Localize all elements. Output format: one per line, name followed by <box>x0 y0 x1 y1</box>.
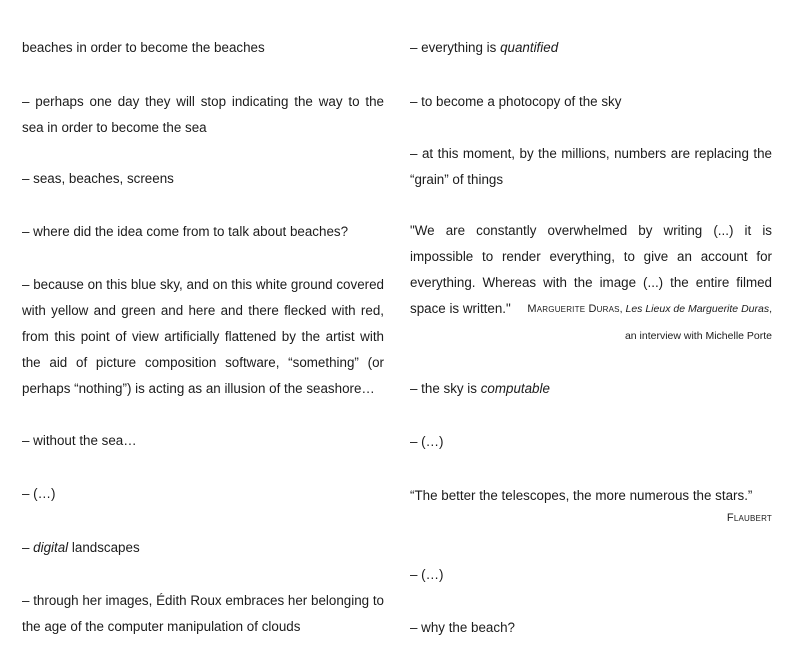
right-paragraph-5: – (…) <box>410 434 444 449</box>
duras-attribution-note: an interview with Michelle Porte <box>624 330 772 342</box>
left-paragraph-8 <box>22 535 384 561</box>
right-paragraph-1 <box>410 35 772 61</box>
right-paragraph-1-prefix: – everything is <box>410 40 501 55</box>
left-paragraph-8-suffix: landscapes <box>68 540 140 555</box>
left-paragraph-8-prefix: – <box>22 540 34 555</box>
left-paragraph-1: beaches in order to become the beaches <box>22 40 265 55</box>
right-paragraph-4 <box>410 376 772 402</box>
left-paragraph-5: – because on this blue sky, and on this white ground covered with yellow and green and here and there flecked with red, from this point of view artificially flattened by the artist with the aid of picture composition software, “something” (or perhaps “nothing”) is acting as an illusion of the seashore… <box>22 277 384 396</box>
right-paragraph-1-italic: quantified <box>500 40 559 55</box>
left-paragraph-6: – without the sea… <box>22 433 137 448</box>
left-paragraph-8-italic: digital <box>33 540 69 555</box>
right-paragraph-7: – why the beach? <box>410 620 515 635</box>
left-paragraph-7: – (…) <box>22 486 56 501</box>
right-paragraph-2: – to become a photocopy of the sky <box>410 94 622 109</box>
right-paragraph-4-prefix: – the sky is <box>410 381 481 396</box>
right-paragraph-3: – at this moment, by the millions, numbers are replacing the “grain” of things <box>410 146 772 187</box>
left-paragraph-4: – where did the idea come from to talk about beaches? <box>22 224 349 239</box>
duras-quote: "We are constantly overwhelmed by writing (...) it is impossible to render everything, to give an account for everything. Whereas with the image (...) the entire filmed space is written." <box>410 223 772 316</box>
duras-work-title: Les Lieux de Marguerite Duras <box>625 303 770 315</box>
left-paragraph-9: – through her images, Édith Roux embraces her belonging to the age of the computer manipulation of clouds <box>22 593 384 634</box>
duras-attribution: Marguerite Duras, Les Lieux de Marguerite Duras, <box>527 303 772 315</box>
left-paragraph-3: – seas, beaches, screens <box>22 171 174 186</box>
left-paragraph-2: – perhaps one day they will stop indicating the way to the sea in order to become the sea <box>22 94 384 135</box>
right-paragraph-6: – (…) <box>410 567 444 582</box>
right-paragraph-4-italic: computable <box>480 381 550 396</box>
duras-author: Marguerite Duras <box>527 303 620 315</box>
flaubert-quote: “The better the telescopes, the more numerous the stars.” <box>410 488 753 503</box>
flaubert-author: Flaubert <box>726 512 772 524</box>
flaubert-attribution <box>410 508 772 528</box>
